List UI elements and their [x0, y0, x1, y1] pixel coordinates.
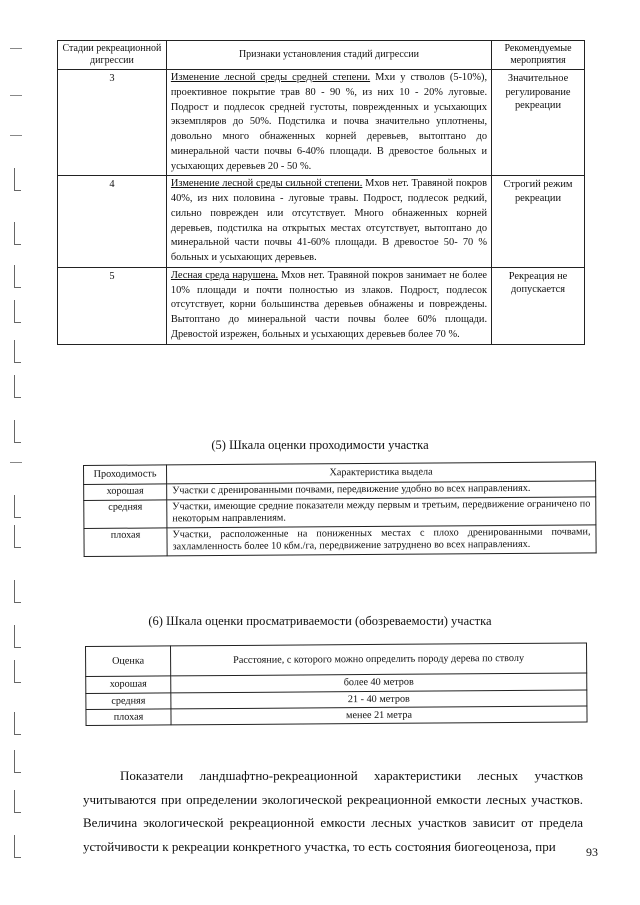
- stage-description-heading: Изменение лесной среды средней степени.: [170, 72, 371, 83]
- stage-description-body: Мхи у стволов (5-10%), проективное покрытие трав 80 - 90 %, из них 10 - 20% луговые. Подрост и подлесок средней густоты, поврежденных и усыхающих экземпляров до 50%. Подстилка и почва значительно уплотнены, довольно много обнаженных корней деревьев, вытоптано до минеральной части почвы 6-40% площади. В древостое больных и усыхающих деревьев 20 - 50 %.: [170, 72, 488, 172]
- digression-stages-table: [57, 40, 585, 345]
- page-number: 93: [586, 845, 598, 859]
- table-header-row: [86, 643, 587, 677]
- passability-level: средняя: [84, 500, 167, 528]
- visibility-rating: плохая: [86, 709, 171, 726]
- table-row: [86, 706, 587, 726]
- visibility-table: [85, 642, 588, 726]
- stage-description: [166, 70, 491, 176]
- header-signs: Признаки установления стадий дигрессии: [166, 41, 491, 70]
- table-row: [58, 267, 585, 344]
- header-rating: Оценка: [86, 646, 171, 677]
- passability-level: хорошая: [84, 484, 167, 500]
- stage-number: 4: [58, 176, 167, 268]
- stage-description: [166, 267, 491, 344]
- visibility-distance: 21 - 40 метров: [171, 689, 587, 708]
- stage-recommendation: Рекреация не допускается: [492, 267, 585, 344]
- visibility-distance: менее 21 метра: [171, 706, 587, 725]
- stage-number: 3: [58, 70, 167, 176]
- table-row: [58, 176, 585, 268]
- visibility-caption: (6) Шкала оценки просматриваемости (обозреваемости) участка: [148, 614, 492, 628]
- header-stage: Стадии рекреационной дигрессии: [58, 41, 167, 70]
- passability-description: Участки, расположенные на пониженных местах с плохо дренированными почвами, захламленность более 10 кбм./га, передвижение затруднено во всех направлениях.: [167, 525, 596, 556]
- header-recommendations: Рекомендуемые мероприятия: [492, 41, 585, 70]
- visibility-rating: хорошая: [86, 676, 171, 693]
- table-row: [84, 525, 596, 556]
- passability-description: Участки с дренированными почвами, передвижение удобно во всех направлениях.: [167, 481, 596, 499]
- visibility-distance: более 40 метров: [171, 673, 587, 692]
- stage-recommendation: Строгий режим рекреации: [492, 176, 585, 268]
- stage-number: 5: [58, 267, 167, 344]
- passability-description: Участки, имеющие средние показатели между первым и третьим, передвижение ограничено по некоторым направлениям.: [167, 497, 596, 528]
- passability-caption: (5) Шкала оценки проходимости участка: [211, 438, 429, 452]
- passability-level: плохая: [84, 528, 167, 556]
- paragraph-text: Показатели ландшафтно-рекреационной характеристики лесных участков учитываются при определении экологической рекреационной емкости лесных участков. Величина экологической рекреационной емкости лесных участков зависит от предела устойчивости к рекреации конкретного участка, то есть состояния биогеоценоза, при: [83, 768, 583, 854]
- table-row: [84, 497, 596, 528]
- passability-table: [83, 461, 597, 556]
- stage-recommendation: Значительное регулирование рекреации: [492, 70, 585, 176]
- table-header-row: [58, 41, 585, 70]
- header-distance: Расстояние, с которого можно определить породу дерева по стволу: [171, 643, 587, 676]
- header-passability: Проходимость: [84, 465, 167, 485]
- stage-description-heading: Изменение лесной среды сильной степени.: [170, 178, 363, 190]
- table-row: [58, 70, 585, 176]
- header-characteristic: Характеристика выдела: [167, 462, 596, 484]
- stage-description-body: Мхов нет. Травяной покров занимает не более 10% площади и почти полностью из злаков. Подрост, подлесок отсутствует, корни большинства деревьев обнажены и повреждены. Вытоптано до минеральной части почвы более 60% площади. Древостой изрежен, больных и усыхающих деревьев более 70 %.: [170, 269, 488, 341]
- stage-description: [166, 176, 491, 268]
- stage-description-heading: Лесная среда нарушена.: [170, 269, 279, 281]
- stage-description-body: Мхов нет. Травяной покров 40%, из них половина - луговые травы. Подрост, подлесок редкий, сильно поврежден или отсутствует. Много обнаженных корней деревьев, подстилка на открытых местах отсутствует, вытоптано до минеральной части почвы 41-60% площади. В древостое 50- 70 % больных и усыхающих деревьев.: [170, 178, 488, 264]
- body-paragraph: [83, 764, 583, 858]
- visibility-rating: средняя: [86, 692, 171, 709]
